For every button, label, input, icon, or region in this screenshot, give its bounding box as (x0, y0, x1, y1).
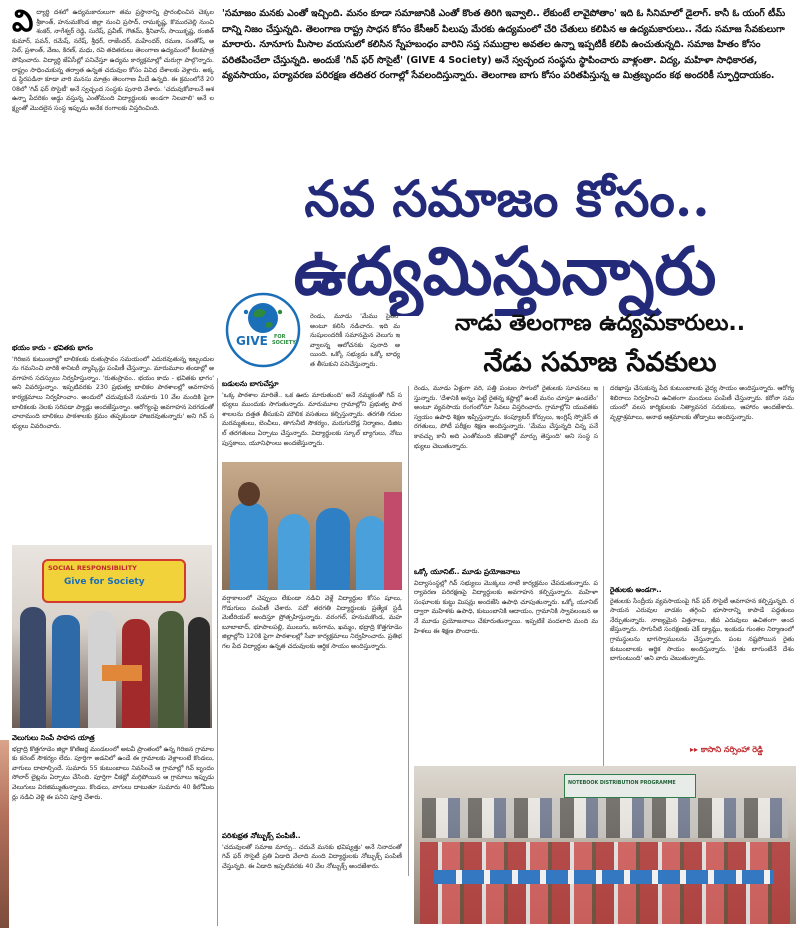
edge-photo-strip (0, 740, 9, 928)
headline-line1: నవ సమాజం కోసం.. (304, 169, 710, 228)
col1-section1 (12, 342, 214, 542)
col1-subheading-2: వెలుగులు నింపే సాహస యాత్ర (12, 734, 95, 742)
photo3-banner-text: NOTEBOOK DISTRIBUTION PROGRAMME (568, 781, 676, 786)
dropcap: వి (12, 8, 34, 39)
byline-arrow-icon: ▸▸ (690, 745, 701, 754)
col3-para2: విద్యాసంస్థల్లో గివ్ సభ్యులు మొక్కలు నాటే కార్యక్రమం చేపడుతున్నారు. పర్యావరణ పరిరక్షణపై విద్యార్థులకు అవగాహన కల్పిస్తున్నారు. మహిళా సంఘాలకు కుట్టు మిషన్లు అందజేసి ఉపాధి చూపుతున్నారు. ఒక్కో యూనిట్ ద్వారా మహిళకు ఉపాధి, కుటుంబానికి ఆదాయం, గ్రామానికి స్వావలంబన అనే మూడు ప్రయోజనాలు చేకూరుతున్నాయి. ఇప్పటికే వందలాది మంది మహిళలు ఈ శిక్షణ పొందారు. (414, 579, 598, 635)
col4-para3: దరఖాస్తు చేసుకున్న పేద కుటుంబాలకు వైద్య సాయం అందిస్తున్నారు. ఆరోగ్య శిబిరాలు నిర్వహించి ఉచితంగా మందులు పంపిణీ చేస్తున్నారు. కరోనా సమయంలో వలస కార్మికులకు నిత్యావసర సరుకులు, ఆహారం అందజేశారు. వృద్ధాశ్రమాలు, అనాథ ఆశ్రమాలకు తోడ్పాటు అందిస్తున్నారు. (610, 385, 794, 421)
col3-subheading-1: ఒక్కో యూనిట్.. మూడు ప్రయోజనాలు (414, 568, 520, 576)
col1-para3: భద్రాద్రి కొత్తగూడెం జిల్లా కొణిజర్ల మండలంలో అటవీ ప్రాంతంలో ఉన్న గిరిజన గ్రామాలకు కరెంట్ సౌకర్యం లేదు. పూర్తిగా అడవిలో ఉండే ఈ గ్రామాలకు వెళ్లాలంటే కొండలు, వాగులు దాటాల్సిందే. సుమారు 55 కుటుంబాలు నివసించే ఆ గ్రామాల్లో గివ్ బృందం సోలార్ లైట్లను ఏర్పాటు చేసింది. పూర్తిగా చీకట్లో మగ్గిపోయిన ఆ గ్రామాలు ఇప్పుడు వెలుగులు విరజిమ్ముతున్నాయి. కొండలు, వాగులు దాటుతూ సుమారు 40 కిలోమీటర్లు నడిచి వెళ్లి ఈ పనిని పూర్తి చేశారు. (12, 745, 214, 801)
photo-group-banner (12, 545, 212, 728)
col-divider-3 (603, 386, 604, 766)
logo-text-society: SOCIETY (272, 340, 296, 346)
photo3-banner (564, 774, 696, 798)
col-divider-2 (408, 386, 409, 876)
photo1-person-b (52, 615, 80, 728)
byline-name: కాసాని నర్సింహా రెడ్డి (700, 745, 763, 754)
photo-notebook-distribution (414, 766, 796, 924)
subheadline-1: నాడు తెలంగాణ ఉద్యమకారులు.. (454, 311, 746, 336)
photo2-child-c (316, 508, 350, 590)
byline (690, 745, 795, 759)
col2-para1: 'ఒక్క పాఠశాల మారితే.. ఒక ఊరు మారుతుంది' అనే నమ్మకంతో గివ్ సభ్యులు ముందుకు సాగుతున్నారు. మారుమూల గ్రామాల్లోని ప్రభుత్వ పాఠశాలలను దత్తత తీసుకుని మౌలిక వసతులు కల్పిస్తున్నారు. తరగతి గదుల మరమ్మతులు, బెంచీలు, తాగునీటి సౌకర్యం, మరుగుదొడ్ల నిర్మాణం, డిజిటల్ తరగతులు ఏర్పాటు చేస్తున్నారు. విద్యార్థులకు స్కూల్ బ్యాగులు, నోటు పుస్తకాలు, యూనిఫాంలు అందజేస్తున్నారు. (222, 391, 402, 447)
intro-lead: 'సమాజం మనకు ఎంతో ఇచ్చింది. మనం కూడా సమాజానికి ఎంతో కొంత తిరిగి ఇవ్వాలి.. లేకుంటే లావైపోతాం' ఇది ఓ సినిమాలో డైలాగ్. కానీ ఓ యంగ్ టీమ్ దాన్ని నిజం చేస్తున్నది. తెలంగాణ రాష్ట్ర సాధన కోసం కేసీఆర్ పిలుపు మేరకు ఉద్యమంలో చేరి చేతులు కలిపిన ఆ ఉద్యమకారులు.. నేడు సమాజ సేవకులుగా మారారు. నూనూగు మీసాల వయసులో కలిసిన స్నేహబంధం వారిని సప్త సముద్రాల అవతల ఉన్నా ఇప్పటికీ కలిపి ఉంచుతున్నది. సమాజ హితం కోసం పరితపించేలా చేస్తున్నది. అందుకే 'గివ్ ఫర్ సొసైటీ' (GIVE 4 Society) అనే స్వచ్ఛంద సంస్థను స్థాపించారు వాళ్లంతా. విద్య, మహిళా సాధికారత, వ్యవసాయం, పర్యావరణ పరిరక్షణ తదితర రంగాల్లో సేవలందిస్తున్నారు. తెలంగాణ బాగు కోసం పరితపిస్తున్న ఆ మిత్రబృందం కథ అందరికీ స్ఫూర్తిదాయకం. (222, 8, 786, 81)
col1-para1-text: ద్యార్థి దశలో ఉద్యమకారులుగా తమ ప్రస్థానాన్ని ప్రారంభించిన చెక్కల శ్రీకాంత్, హనుమకొండ జిల్లా నుంచి ప్రసాద్, రామకృష్ణ, కొమురవెల్లి నుంచి శంకర్, నాగేశ్వర్ రెడ్డి, సురేష్, ప్రవీణ్, గౌతమ్, శ్రీనివాస్, సాయికృష్ణ, రంజిత్ కుమార్, పవన్, రమేష్, నరేష్, శ్రీధర్, రాజేందర్, మహేందర్, రమణ, సంతోష్, అనిల్, ప్రశాంత్, వేణు, కిరణ్, మధు, రవి తదితరులు తెలంగాణ ఉద్యమంలో కీలకపాత్ర పోషించారు. విద్యార్థి జేఏసీల్లో పనిచేస్తూ ఉద్యమ కార్యక్రమాల్లో చురుగ్గా పాల్గొన్నారు. రాష్ట్రం సాధించుకున్న తర్వాత ఉన్నత చదువుల కోసం వివిధ దేశాలకు వెళ్లారు. అక్కడ స్థిరపడినా కూడా వారి మనసు మాత్రం తెలంగాణ మీదే ఉన్నది. ఈ క్రమంలోనే 2008లో 'గివ్ ఫర్ సొసైటీ' అనే స్వచ్ఛంద సంస్థకు పునాది వేశారు. 'చదువుకోవాలనే ఆశ ఉన్నా పేదరికం అడ్డు వస్తున్న ఎంతోమంది విద్యార్థులకు అండగా నిలవాలి' అనే లక్ష్యంతో మొదలైన సంస్థ ఇప్పుడు అనేక రంగాలకు విస్తరించింది. (12, 9, 214, 112)
subheadline-2: నేడు సమాజ సేవకులు (483, 347, 717, 378)
photo1-person-f (188, 617, 210, 728)
col2-intro: రెండు, మూడు 'మేము సైతం' అంటూ కలిసి నడిచారు. ఇది మనుషులందరికీ సమానమైన వెలుగు ఇవ్వాలన్న ఆలోచనకు పునాది అయింది. ఒక్కో సభ్యుడు ఒక్కో బాధ్యత తీసుకుని పనిచేస్తున్నారు. (310, 313, 400, 368)
give-for-society-logo (222, 290, 304, 368)
col-divider-1 (217, 378, 218, 926)
photo2-child-a-face (238, 482, 260, 506)
logo-text-give: GIVE (236, 334, 268, 348)
photo-students-bags (222, 462, 402, 590)
globe-icon (222, 290, 304, 368)
col1-para2: 'గిరిజన కుటుంబాల్లో బాలికలకు రుతుస్రావం సమయంలో ఎదురవుతున్న ఇబ్బందులను గమనించి వారికి శానిటరీ న్యాప్కిన్లు పంపిణీ చేస్తున్నాం. మారుమూల తండాల్లో అవగాహన సదస్సులు నిర్వహిస్తున్నాం. 'రుతుస్రావం.. భయం కాదు - భవితకు భాగం' అని వివరిస్తున్నాం. ఇప్పటివరకు 230 ప్రభుత్వ బాలికల పాఠశాలల్లో అవగాహన కార్యక్రమాలు నిర్వహించాం. అందులో చదువుకునే సుమారు 10 వేల మందికి పైగా బాలికలకు నెలకు సరిపడా ప్యాడ్లు అందజేస్తున్నాం. ఆరోగ్యంపై అవగాహన పెరగడంతో చాలామంది బాలికలు పాఠశాలకు క్రమం తప్పకుండా హాజరవుతున్నారు' అని గివ్ సభ్యులు వివరించారు. (12, 355, 214, 430)
photo1-books (102, 665, 142, 681)
photo3-notebooks (434, 870, 774, 884)
col1-subheading-1: భయం కాదు - భవితకు భాగం (12, 344, 93, 352)
col4-subheading-2: రైతులకు అండగా.. (610, 586, 662, 594)
col2-para3: 'చదువులతో సమాజ మార్పు.. చదువే మనకు భవిష్యత్తు' అనే నినాదంతో గివ్ ఫర్ సొసైటీ ప్రతి ఏడాది వేలాది మంది విద్యార్థులకు నోట్బుక్స్ పంపిణీ చేస్తున్నది. ఈ ఏడాది ఇప్పటివరకు 40 వేల నోట్బుక్స్ అందజేశారు. (222, 843, 402, 870)
headline-line2: ఉద్యమిస్తున్నారు (293, 232, 717, 310)
photo1-person-e (158, 611, 184, 728)
photo1-banner (42, 559, 186, 603)
photo2-child-b (278, 514, 310, 590)
photo3-adult-row (422, 798, 788, 838)
col3-para1: రెండు, మూడు ఏళ్లుగా వరి, పత్తి పంటల సాగులో రైతులకు సూచనలు ఇస్తున్నారు. 'దేశానికి అన్నం పెట్టే రైతన్న కష్టాల్లో ఉంటే మనం చూస్తూ ఉండలేం' అంటూ వ్యవసాయ రంగంలోనూ సేవలు విస్తరించారు. గ్రామాల్లోని యువతకు స్వయం ఉపాధి శిక్షణ ఇప్పిస్తున్నారు. కంప్యూటర్ కోర్సులు, ఇంగ్లిష్ స్పోకెన్ తరగతులు, పోటీ పరీక్షల శిక్షణ అందిస్తున్నారు. 'మేము చేస్తున్నది చిన్న పనే కావచ్చు కానీ అది ఎంతోమంది జీవితాల్లో మార్పు తెస్తుంది' అని సంస్థ సభ్యులు చెబుతున్నారు. (414, 385, 598, 450)
col2-section1 (222, 378, 402, 458)
logo-text-for: FOR (274, 334, 286, 340)
col2-section2 (222, 830, 402, 926)
col2-para2: వర్షాకాలంలో చెప్పులు లేకుండా నడిచి వెళ్లే విద్యార్థుల కోసం షూలు, గొడుగులు పంపిణీ చేశారు. పదో తరగతి విద్యార్థులకు ప్రత్యేక స్టడీ మెటీరియల్ అందిస్తూ ప్రోత్సహిస్తున్నారు. వరంగల్, హనుమకొండ, మహబూబాబాద్, భూపాలపల్లి, ములుగు, జనగామ, ఖమ్మం, భద్రాద్రి కొత్తగూడెం జిల్లాల్లోని 120కి పైగా పాఠశాలల్లో సేవా కార్యక్రమాలు నిర్వహించారు. ప్రతిభ గల పేద విద్యార్థుల ఉన్నత చదువులకు ఆర్థిక సాయం అందిస్తున్నారు. (222, 595, 402, 650)
col1-section2 (12, 732, 214, 924)
photo2-teacher (384, 492, 402, 590)
col4-section2 (610, 584, 794, 742)
photo1-person-a (20, 607, 46, 728)
col4-para4: రైతులకు సేంద్రీయ వ్యవసాయంపై గివ్ ఫర్ సొసైటీ అవగాహన కల్పిస్తున్నది. రసాయన ఎరువుల వాడకం తగ్గించి భూసారాన్ని కాపాడే పద్ధతులు నేర్పుతున్నారు. నాణ్యమైన విత్తనాలు, జీవ ఎరువులు ఉచితంగా అందజేస్తున్నారు. సాగునీటి సంరక్షణకు చెక్ డ్యామ్లు, ఇంకుడు గుంతల నిర్మాణంలో గ్రామస్థులను భాగస్వాములను చేస్తున్నారు. పంట నష్టపోయిన రైతు కుటుంబాలకు ఆర్థిక సాయం అందిస్తున్నారు. 'రైతు బాగుంటేనే దేశం బాగుంటుంది' అని వారు చెబుతున్నారు. (610, 597, 794, 663)
photo1-banner-text: SOCIAL RESPONSIBILITY (48, 564, 137, 572)
col1-para1 (12, 8, 214, 340)
col2-subheading-2: పరిశుభ్రత నోట్బుక్స్ పంపిణీ.. (222, 832, 301, 840)
photo1-logo-text: Give for Society (64, 577, 145, 587)
col2-subheading-1: బడులను బాగుచేస్తూ (222, 380, 279, 388)
photo2-child-d (356, 516, 386, 590)
photo2-child-a (230, 502, 268, 590)
col3-section1 (414, 566, 598, 762)
